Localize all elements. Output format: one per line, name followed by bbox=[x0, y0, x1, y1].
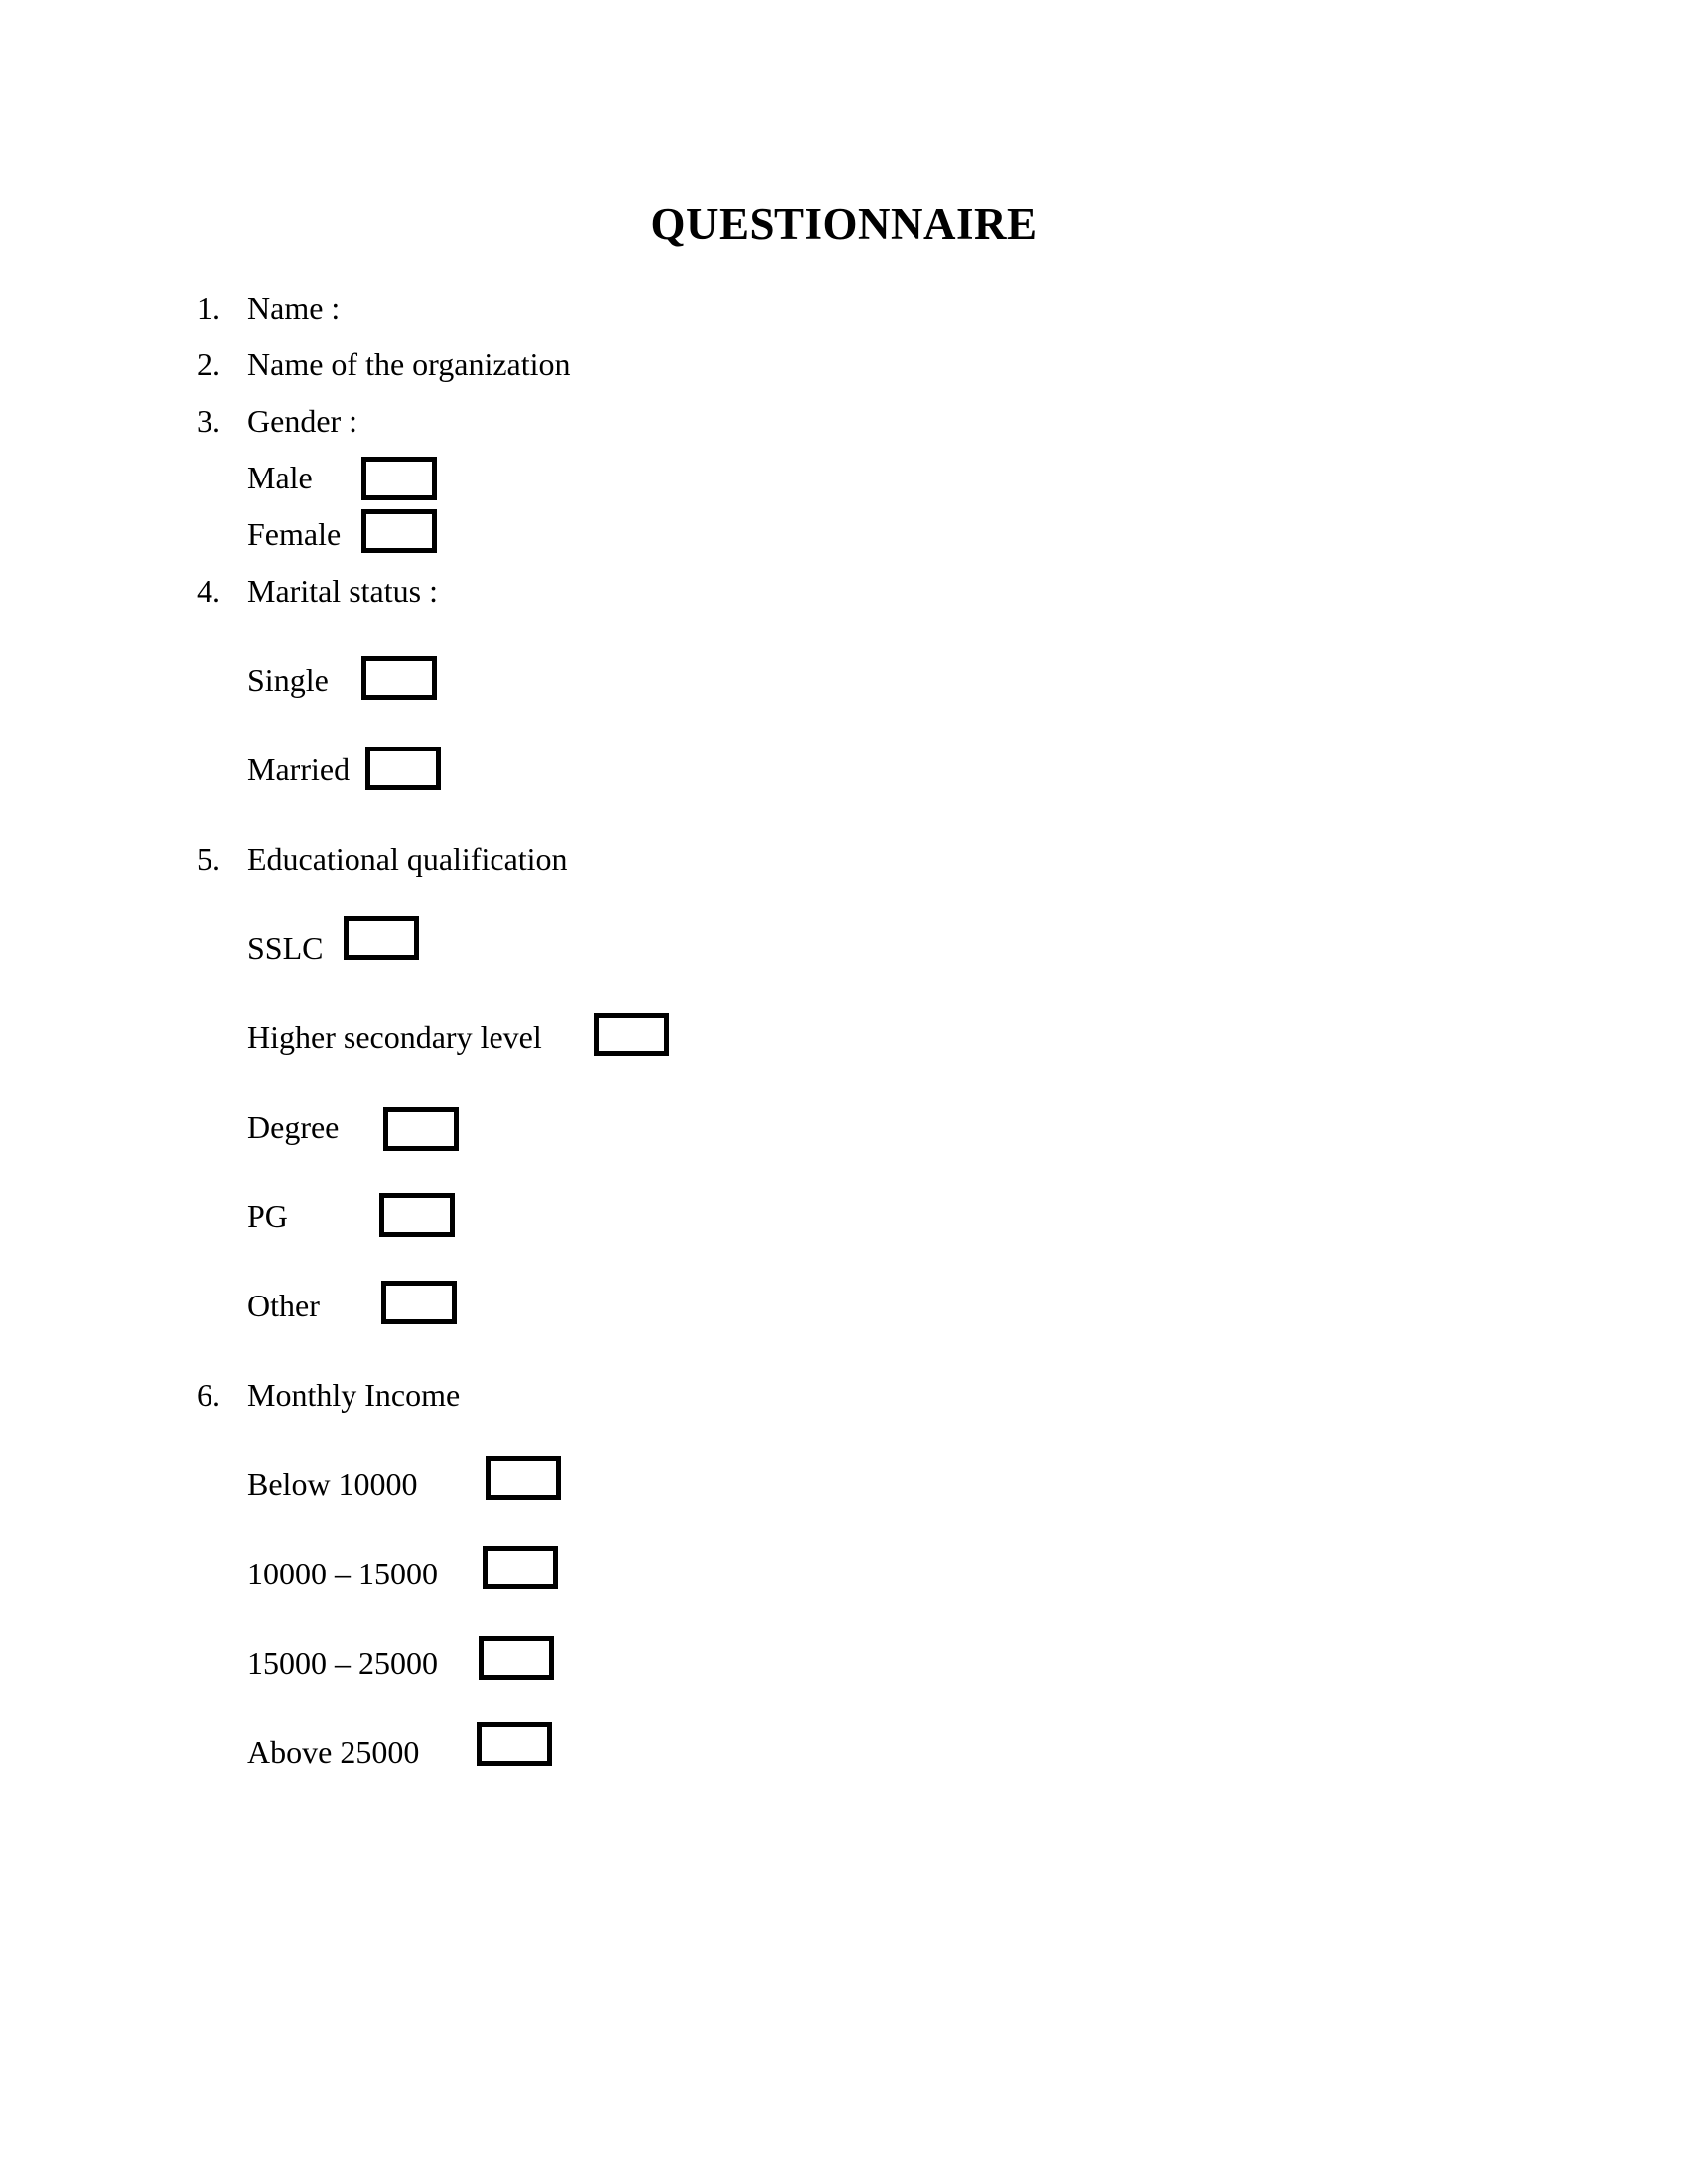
page-title: QUESTIONNAIRE bbox=[650, 200, 1038, 249]
checkbox-below-10000[interactable] bbox=[486, 1456, 561, 1500]
option-label-degree: Degree bbox=[247, 1109, 340, 1145]
option-label-male: Male bbox=[247, 460, 313, 495]
question-monthly-income: Monthly Income bbox=[247, 1377, 461, 1413]
question-number-6: 6. bbox=[197, 1377, 220, 1413]
checkbox-other[interactable] bbox=[381, 1281, 457, 1324]
option-label-higher-secondary: Higher secondary level bbox=[247, 1020, 542, 1055]
checkbox-pg[interactable] bbox=[379, 1193, 455, 1237]
option-label-10000-15000: 10000 – 15000 bbox=[247, 1556, 438, 1591]
option-label-pg: PG bbox=[247, 1198, 288, 1234]
checkbox-10000-15000[interactable] bbox=[483, 1546, 558, 1589]
checkbox-married[interactable] bbox=[365, 747, 441, 790]
question-gender: Gender : bbox=[247, 403, 358, 439]
option-label-sslc: SSLC bbox=[247, 930, 324, 966]
question-number-5: 5. bbox=[197, 841, 220, 877]
checkbox-female[interactable] bbox=[361, 509, 437, 553]
checkbox-single[interactable] bbox=[361, 656, 437, 700]
checkbox-15000-25000[interactable] bbox=[479, 1636, 554, 1680]
question-name: Name : bbox=[247, 290, 341, 326]
question-number-2: 2. bbox=[197, 346, 220, 382]
checkbox-sslc[interactable] bbox=[344, 916, 419, 960]
question-educational-qualification: Educational qualification bbox=[247, 841, 568, 877]
question-number-1: 1. bbox=[197, 290, 220, 326]
option-label-15000-25000: 15000 – 25000 bbox=[247, 1645, 438, 1681]
question-number-3: 3. bbox=[197, 403, 220, 439]
checkbox-above-25000[interactable] bbox=[477, 1722, 552, 1766]
option-label-female: Female bbox=[247, 516, 342, 552]
question-organization: Name of the organization bbox=[247, 346, 571, 382]
question-marital-status: Marital status : bbox=[247, 573, 438, 609]
option-label-below-10000: Below 10000 bbox=[247, 1466, 418, 1502]
option-label-other: Other bbox=[247, 1288, 320, 1323]
option-label-above-25000: Above 25000 bbox=[247, 1734, 420, 1770]
option-label-married: Married bbox=[247, 751, 351, 787]
checkbox-male[interactable] bbox=[361, 457, 437, 500]
checkbox-higher-secondary[interactable] bbox=[594, 1013, 669, 1056]
option-label-single: Single bbox=[247, 662, 329, 698]
question-number-4: 4. bbox=[197, 573, 220, 609]
checkbox-degree[interactable] bbox=[383, 1107, 459, 1151]
